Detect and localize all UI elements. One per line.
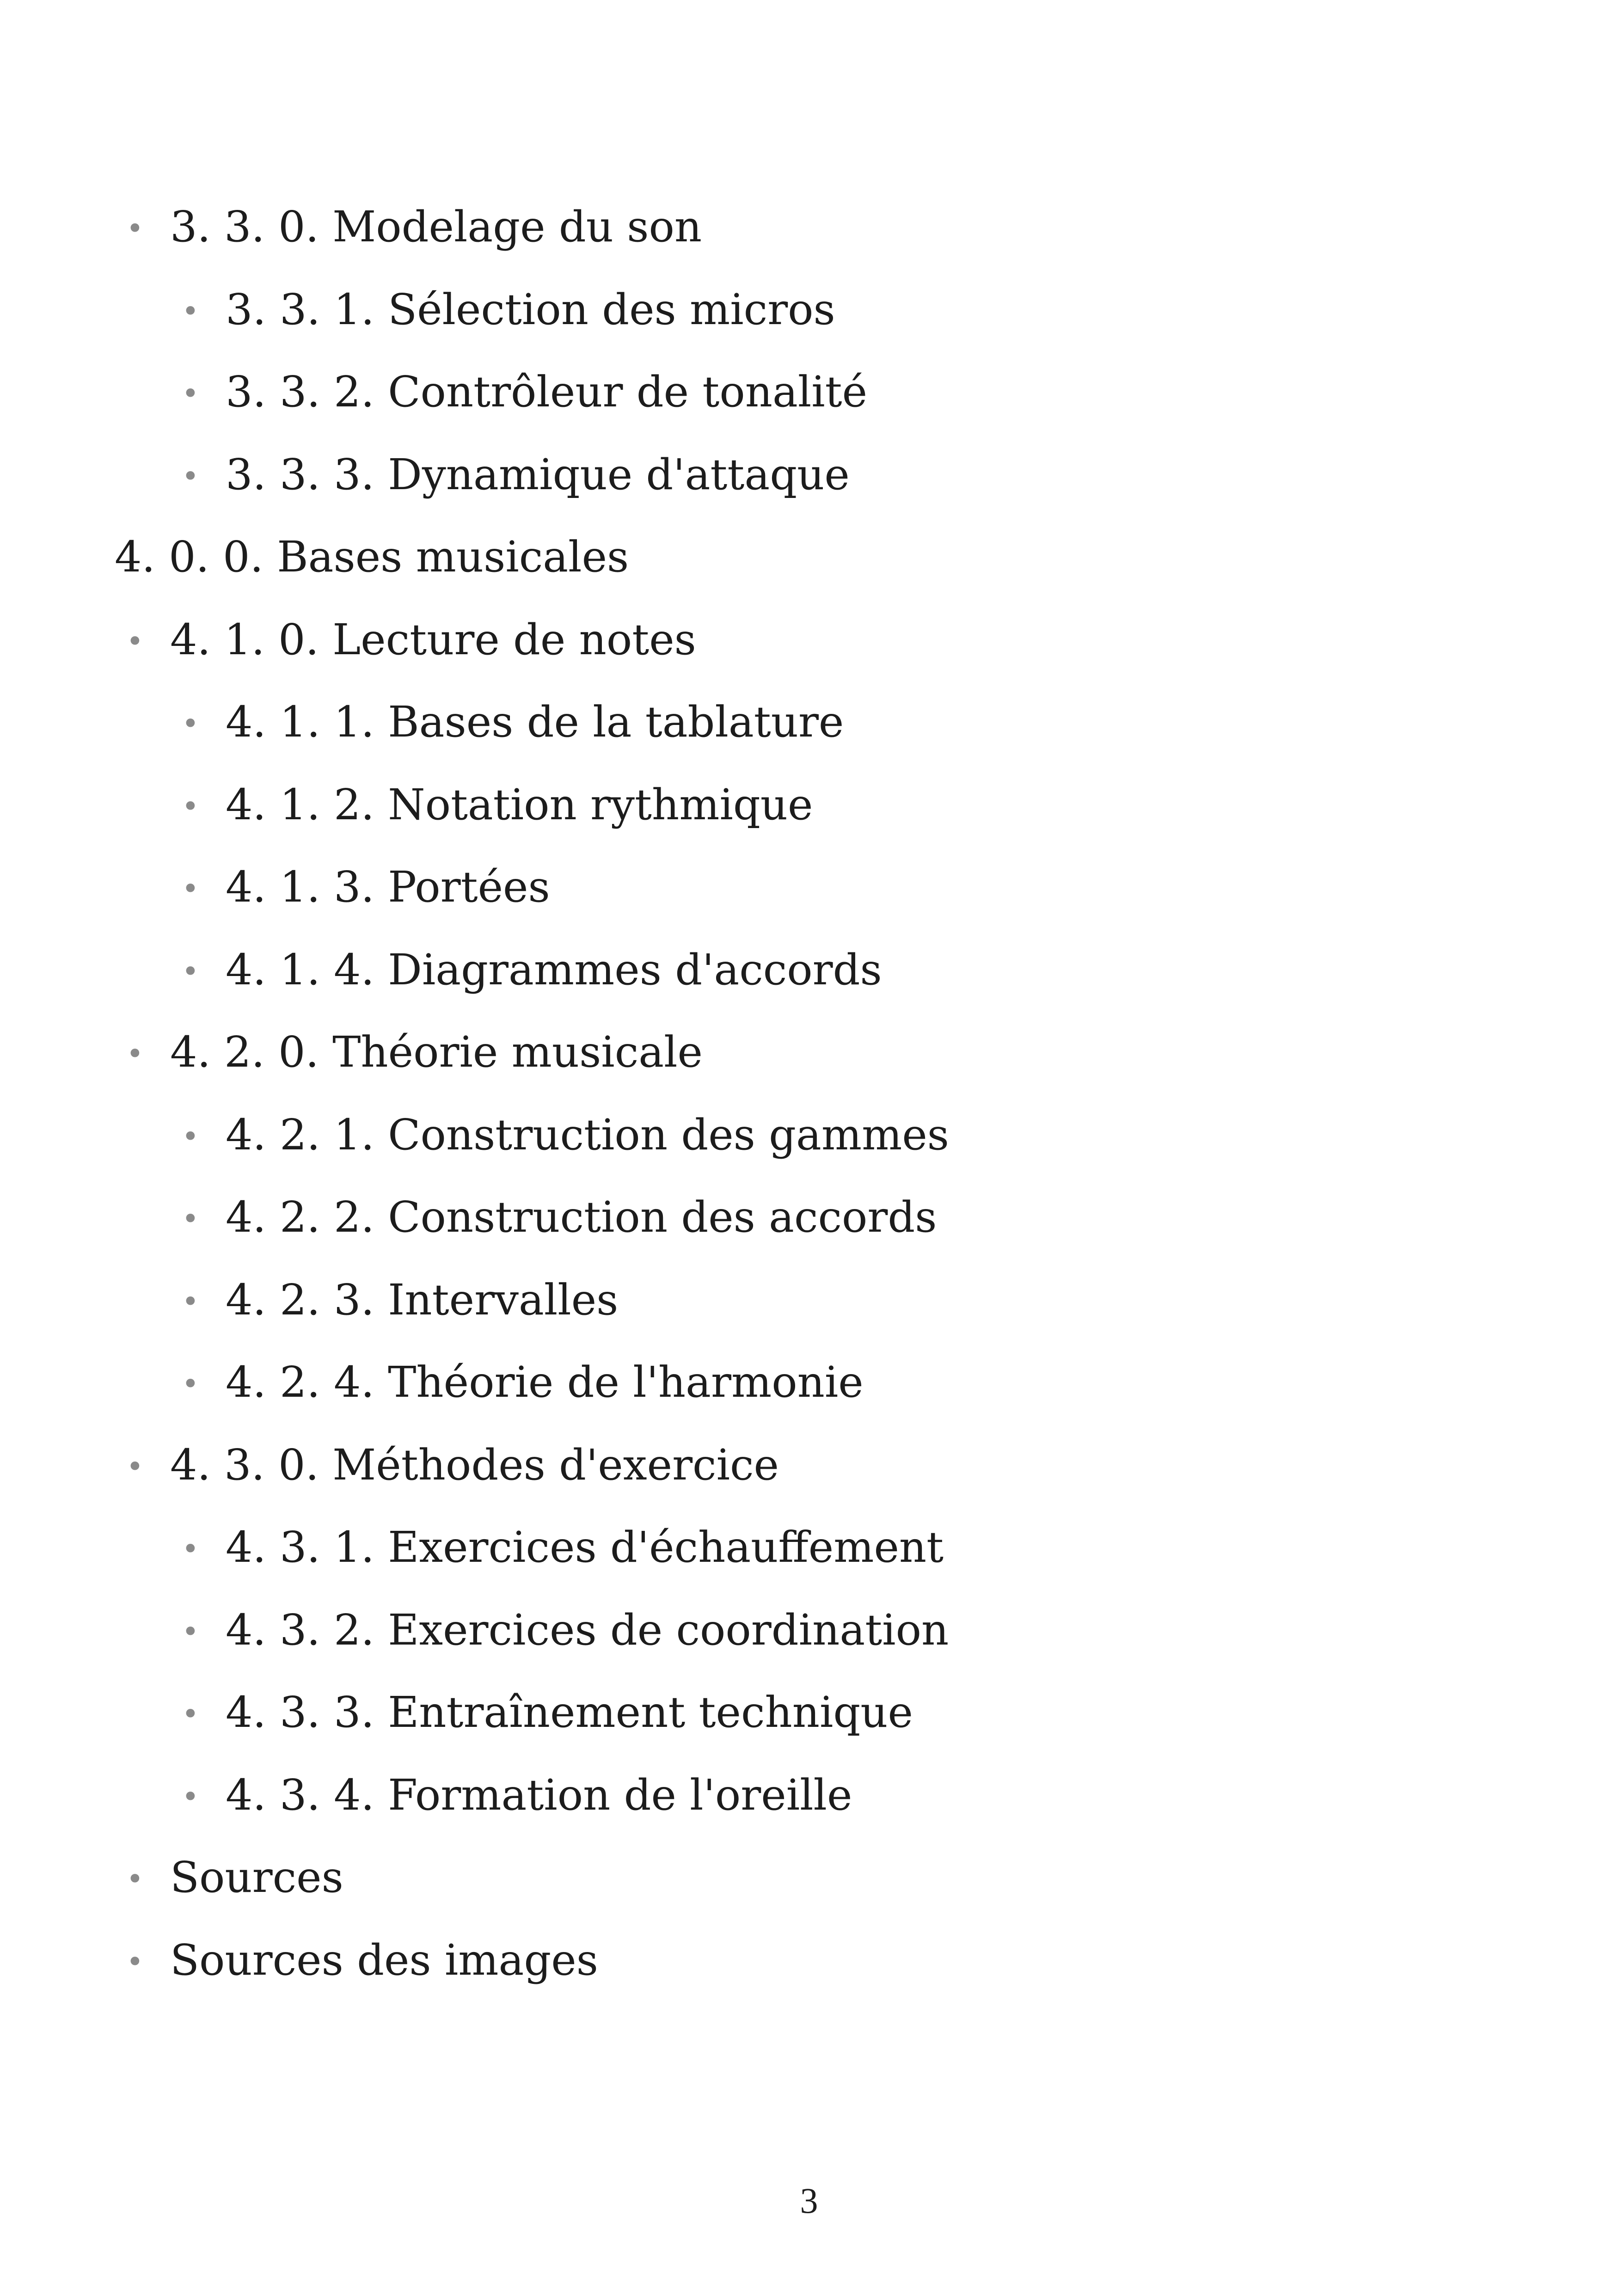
toc-entry[interactable]: 4. 2. 4. Théorie de l'harmonie — [226, 1357, 864, 1407]
list-bullet: • — [126, 1037, 144, 1071]
list-bullet: • — [182, 955, 199, 989]
list-bullet: • — [182, 790, 199, 824]
toc-entry[interactable]: 4. 3. 3. Entraînement technique — [226, 1688, 913, 1737]
toc-entry[interactable]: 4. 1. 1. Bases de la tablature — [226, 697, 844, 747]
list-bullet: • — [126, 625, 144, 659]
list-bullet: • — [182, 1120, 199, 1154]
list-bullet: • — [126, 1945, 144, 1979]
toc-entry[interactable]: 4. 2. 1. Construction des gammes — [226, 1110, 949, 1160]
toc-entry[interactable]: 4. 2. 0. Théorie musicale — [170, 1027, 703, 1077]
list-bullet: • — [182, 1367, 199, 1401]
toc-entry[interactable]: 4. 3. 0. Méthodes d'exercice — [170, 1440, 779, 1490]
toc-entry[interactable]: Sources des images — [170, 1935, 598, 1985]
toc-entry[interactable]: 4. 3. 1. Exercices d'échauffement — [226, 1522, 944, 1572]
list-bullet: • — [182, 460, 199, 494]
toc-entry[interactable]: Sources — [170, 1853, 343, 1902]
toc-entry[interactable]: 4. 1. 4. Diagrammes d'accords — [226, 945, 882, 995]
list-bullet: • — [182, 1202, 199, 1236]
list-bullet: • — [182, 1780, 199, 1814]
list-bullet: • — [126, 1450, 144, 1484]
toc-entry[interactable]: 3. 3. 2. Contrôleur de tonalité — [226, 367, 868, 417]
toc-entry[interactable]: 3. 3. 3. Dynamique d'attaque — [226, 450, 850, 499]
toc-entry[interactable]: 3. 3. 1. Sélection des micros — [226, 285, 835, 334]
list-bullet: • — [126, 1862, 144, 1897]
list-bullet: • — [182, 1532, 199, 1566]
toc-entry[interactable]: 4. 2. 2. Construction des accords — [226, 1192, 937, 1242]
toc-entry[interactable]: 4. 3. 4. Formation de l'oreille — [226, 1770, 852, 1820]
toc-entry[interactable]: 4. 1. 3. Portées — [226, 862, 550, 912]
list-bullet: • — [182, 707, 199, 741]
toc-entry[interactable]: 3. 3. 0. Modelage du son — [170, 202, 702, 252]
toc-section-heading[interactable]: 4. 0. 0. Bases musicales — [115, 532, 629, 582]
list-bullet: • — [182, 1697, 199, 1731]
toc-entry[interactable]: 4. 3. 2. Exercices de coordination — [226, 1605, 949, 1655]
list-bullet: • — [182, 872, 199, 906]
toc-entry[interactable]: 4. 1. 0. Lecture de notes — [170, 615, 696, 664]
toc-entry[interactable]: 4. 2. 3. Intervalles — [226, 1275, 619, 1325]
list-bullet: • — [126, 212, 144, 246]
list-bullet: • — [182, 1615, 199, 1649]
list-bullet: • — [182, 377, 199, 411]
toc-entry[interactable]: 4. 1. 2. Notation rythmique — [226, 780, 813, 829]
list-bullet: • — [182, 295, 199, 329]
page-number: 3 — [800, 2180, 818, 2221]
list-bullet: • — [182, 1285, 199, 1319]
